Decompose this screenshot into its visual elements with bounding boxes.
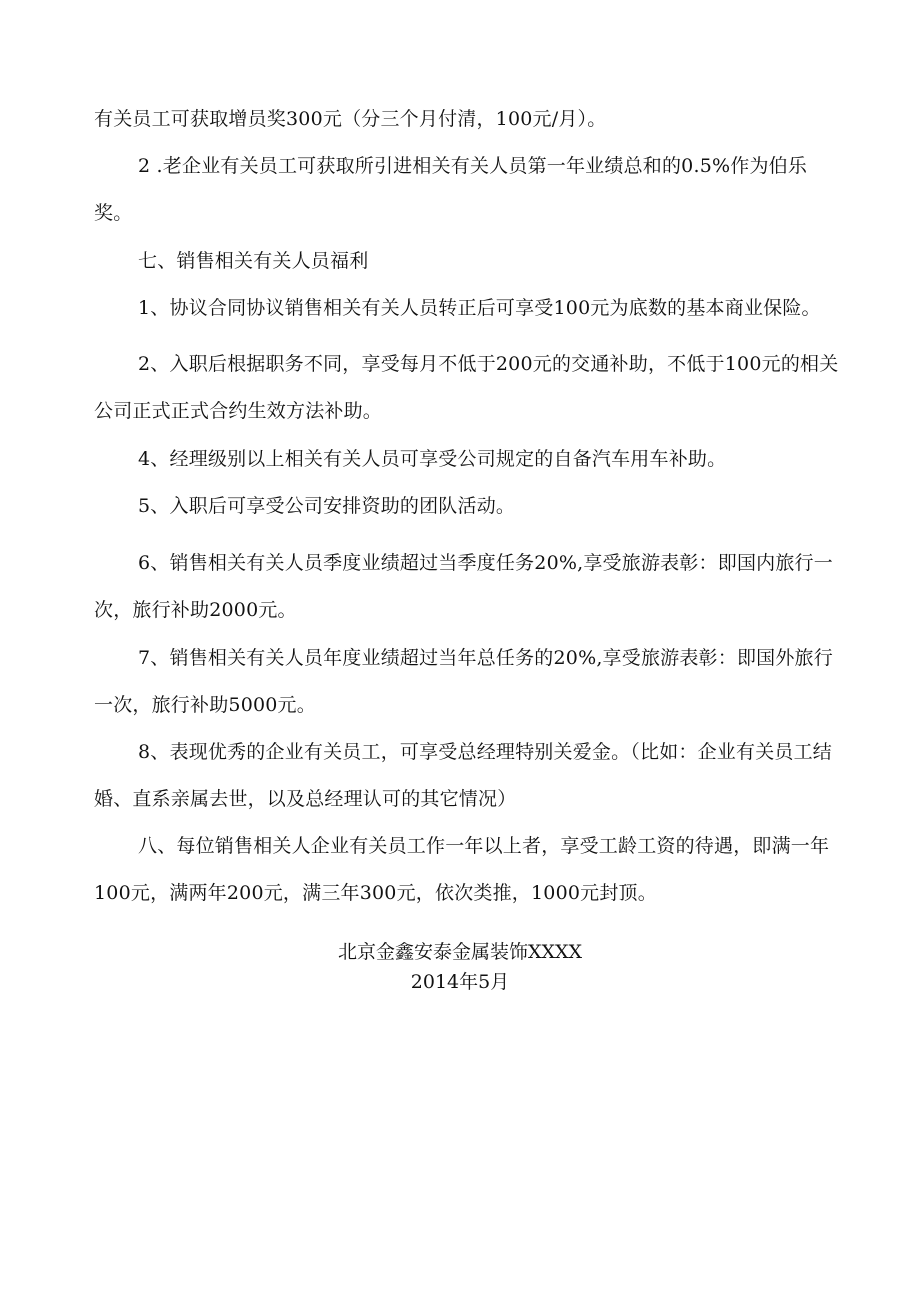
paragraph-benefit-2-transport: 2、入职后根据职务不同，享受每月不低于200元的交通补助，不低于100元的相关公司正式正式合约生效方法补助。 (94, 353, 839, 422)
signature-company: 北京金鑫安泰金属装饰XXXX (337, 941, 583, 963)
paragraph-benefit-1-insurance: 1、协议合同协议销售相关有关人员转正后可享受100元为底数的基本商业保险。 (138, 297, 821, 319)
paragraph-benefit-8-care-fund: 8、表现优秀的企业有关员工，可享受总经理特别关爱金。（比如：企业有关员工结婚、直系亲属去世，以及总经理认可的其它情况） (94, 741, 832, 810)
signature-date: 2014年5月 (410, 971, 510, 993)
section-heading-seniority-pay: 八、每位销售相关人企业有关员工作一年以上者，享受工龄工资的待遇，即满一年100元，满两年200元，满三年300元，依次类推，1000元封顶。 (94, 835, 830, 904)
paragraph-benefit-7-abroad-travel: 7、销售相关有关人员年度业绩超过当年总任务的20%,享受旅游表彰：即国外旅行一次，旅行补助5000元。 (94, 647, 833, 716)
paragraph-benefit-5-team: 5、入职后可享受公司安排资助的团队活动。 (138, 495, 516, 517)
paragraph-bonus-continuation: 有关员工可获取增员奖300元（分三个月付清，100元/月）。 (94, 108, 607, 130)
section-heading-sales-benefits: 七、销售相关有关人员福利 (138, 250, 369, 272)
paragraph-benefit-4-car: 4、经理级别以上相关有关人员可享受公司规定的自备汽车用车补助。 (138, 448, 727, 470)
paragraph-item-2-bole-award: 2 .老企业有关员工可获取所引进相关有关人员第一年业绩总和的0.5%作为伯乐奖。 (94, 155, 808, 224)
paragraph-benefit-6-domestic-travel: 6、销售相关有关人员季度业绩超过当季度任务20%,享受旅游表彰：即国内旅行一次，旅行补助2000元。 (94, 552, 833, 621)
